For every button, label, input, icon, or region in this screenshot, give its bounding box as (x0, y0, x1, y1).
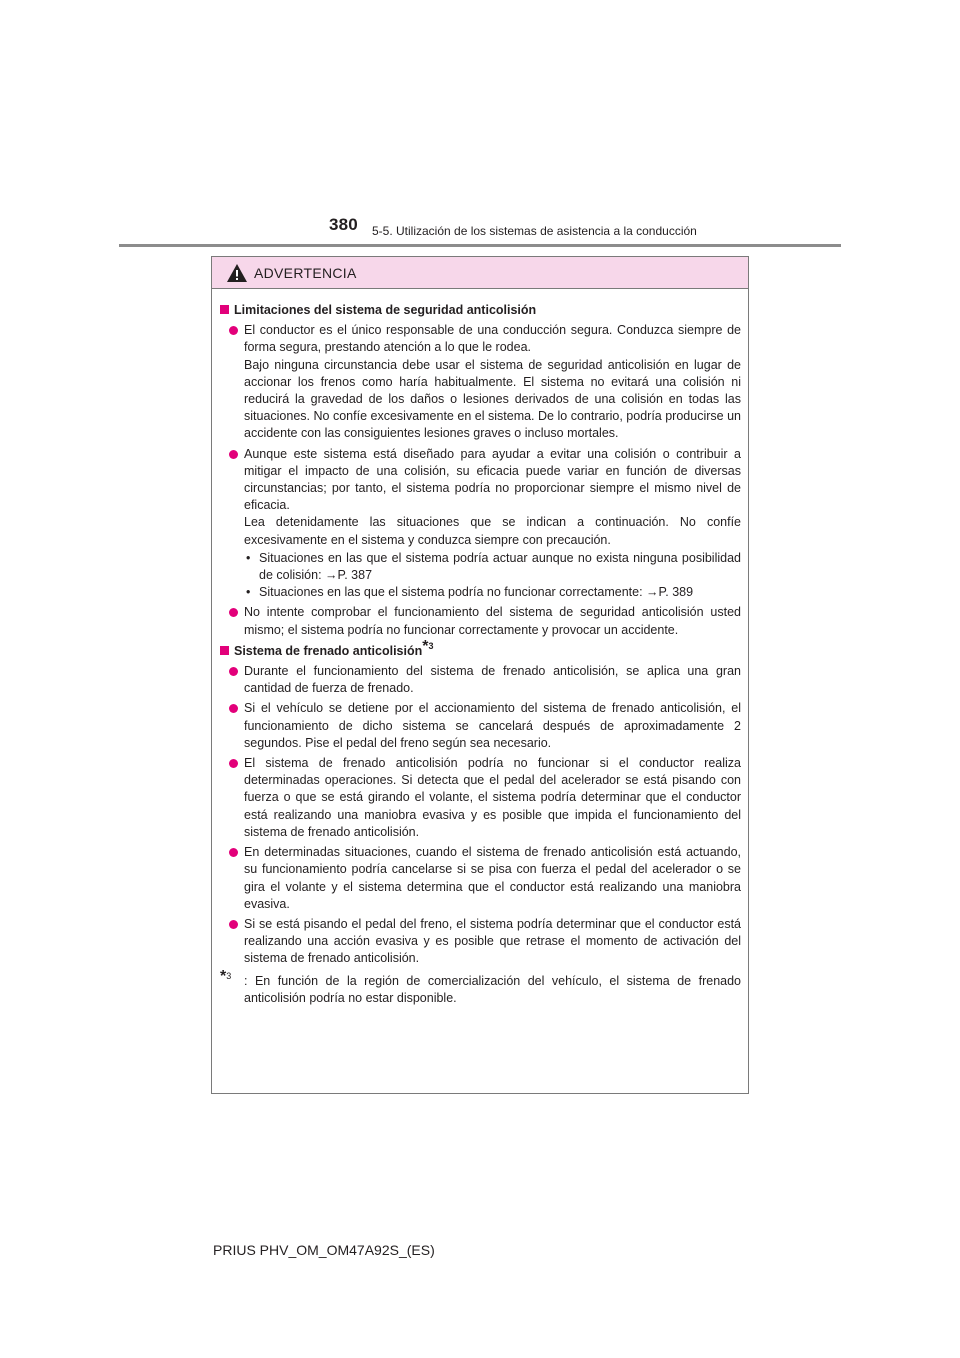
warning-title: ADVERTENCIA (254, 264, 357, 281)
warning-triangle-icon (226, 263, 248, 283)
bullet-text: El sistema de frenado anticolisión podría no funcionar si el conductor realiza determinadas operaciones. Si detecta que el pedal del acelerador se está pisando con fuerza o que se está girando el volante, el sistema podría determinar que el conductor está realizando una maniobra evasiva y es posible que impida el funcionamiento del sistema de frenado anticolisión. (244, 756, 741, 839)
square-bullet-icon (220, 305, 229, 314)
bullet-item (220, 700, 741, 752)
bullet-text: El conductor es el único responsable de una conducción segura. Conduzca siempre de forma segura, prestando atención a lo que le rodea. (244, 323, 741, 355)
circle-bullet-icon (229, 920, 238, 929)
sub-item-text: Situaciones en las que el sistema podría no funcionar correctamente: →P. 389 (259, 585, 694, 600)
circle-bullet-icon (229, 326, 238, 335)
circle-bullet-icon (229, 848, 238, 857)
circle-bullet-icon (229, 759, 238, 768)
bullet-item (220, 663, 741, 697)
bullet-item (220, 604, 741, 638)
warning-header (212, 257, 748, 289)
square-bullet-icon (220, 646, 229, 655)
circle-bullet-icon (229, 667, 238, 676)
section-heading-text: Limitaciones del sistema de seguridad anticolisión (234, 303, 537, 317)
sub-item-marker: • (246, 585, 251, 600)
section-heading-text: Sistema de frenado anticolisión$^{*3}$ (234, 637, 434, 658)
bullet-item (220, 755, 741, 841)
bullet-item (220, 844, 741, 913)
bullet-text-continued: Bajo ninguna circunstancia debe usar el sistema de seguridad anticolisión en lugar de accionar los frenos como haría habitualmente. El sistema no evitará una colisión ni reducirá la gravedad de los daños o lesiones derivados de una colisión en todas las situaciones. No confíe excesivamente en el sistema. De lo contrario, podría producirse un accidente con las consiguientes lesiones graves o incluso mortales. (244, 357, 741, 441)
section-title: 5-5. Utilización de los sistemas de asistencia a la conducción (372, 224, 697, 238)
bullet-text: Si se está pisando el pedal del freno, el sistema podría determinar que el conductor está realizando una acción evasiva y es posible que retrase el momento de activación del sistema de frenado anticolisión. (244, 916, 741, 966)
sub-item-text: Situaciones en las que el sistema podría actuar aunque no exista ninguna posibilidad de colisión: →P. 387 (259, 550, 741, 583)
bullet-item (220, 446, 741, 549)
circle-bullet-icon (229, 704, 238, 713)
footer-code: PRIUS PHV_OM_OM47A92S_(ES) (213, 1242, 435, 1258)
bullet-text: Durante el funcionamiento del sistema de frenado anticolisión, se aplica una gran cantidad de fuerza de frenado. (244, 664, 741, 696)
footnote (220, 967, 741, 1007)
bullet-text: Aunque este sistema está diseñado para ayudar a evitar una colisión o contribuir a mitigar el impacto de una colisión, su eficacia puede variar en función de diversas circunstancias; por tanto, el sistema podría no proporcionar siempre el mismo nivel de eficacia. (244, 446, 741, 513)
section-heading (220, 302, 741, 319)
sub-item-marker: • (246, 550, 251, 565)
warning-body (212, 289, 748, 1007)
warning-box (211, 256, 749, 1094)
bullet-item (220, 322, 741, 442)
bullet-item (220, 916, 741, 968)
footnote-text: : En función de la región de comercialización del vehículo, el sistema de frenado anticolisión podría no estar disponible. (244, 973, 741, 1005)
bullet-text: En determinadas situaciones, cuando el sistema de frenado anticolisión está actuando, su funcionamiento podría cancelarse si se pisa con fuerza el pedal del acelerador o se gira el volante y el sistema determina que el conductor está realizando una maniobra evasiva. (244, 845, 741, 911)
bullet-text: No intente comprobar el funcionamiento del sistema de seguridad anticolisión usted mismo; el sistema podría no funcionar correctamente y provocar un accidente. (244, 605, 741, 637)
sub-list (220, 550, 741, 602)
circle-bullet-icon (229, 450, 238, 459)
sub-item (220, 584, 741, 601)
section-heading (220, 637, 741, 660)
header-rule (119, 244, 841, 247)
bullet-text: Si el vehículo se detiene por el accionamiento del sistema de frenado anticolisión, el funcionamiento de dicho sistema se cancelará después de aproximadamente 2 segundos. Pise el pedal del freno según sea necesario. (244, 701, 741, 750)
circle-bullet-icon (229, 608, 238, 617)
sub-item (220, 550, 741, 584)
heading-star: * (422, 637, 429, 655)
page-number: 380 (329, 215, 358, 234)
footnote-marker: *3 (220, 967, 232, 985)
heading-footnote-number: 3 (428, 640, 434, 651)
bullet-text-continued: Lea detenidamente las situaciones que se indican a continuación. No confíe excesivamente en el sistema y conduzca siempre con precaución. (244, 515, 741, 547)
